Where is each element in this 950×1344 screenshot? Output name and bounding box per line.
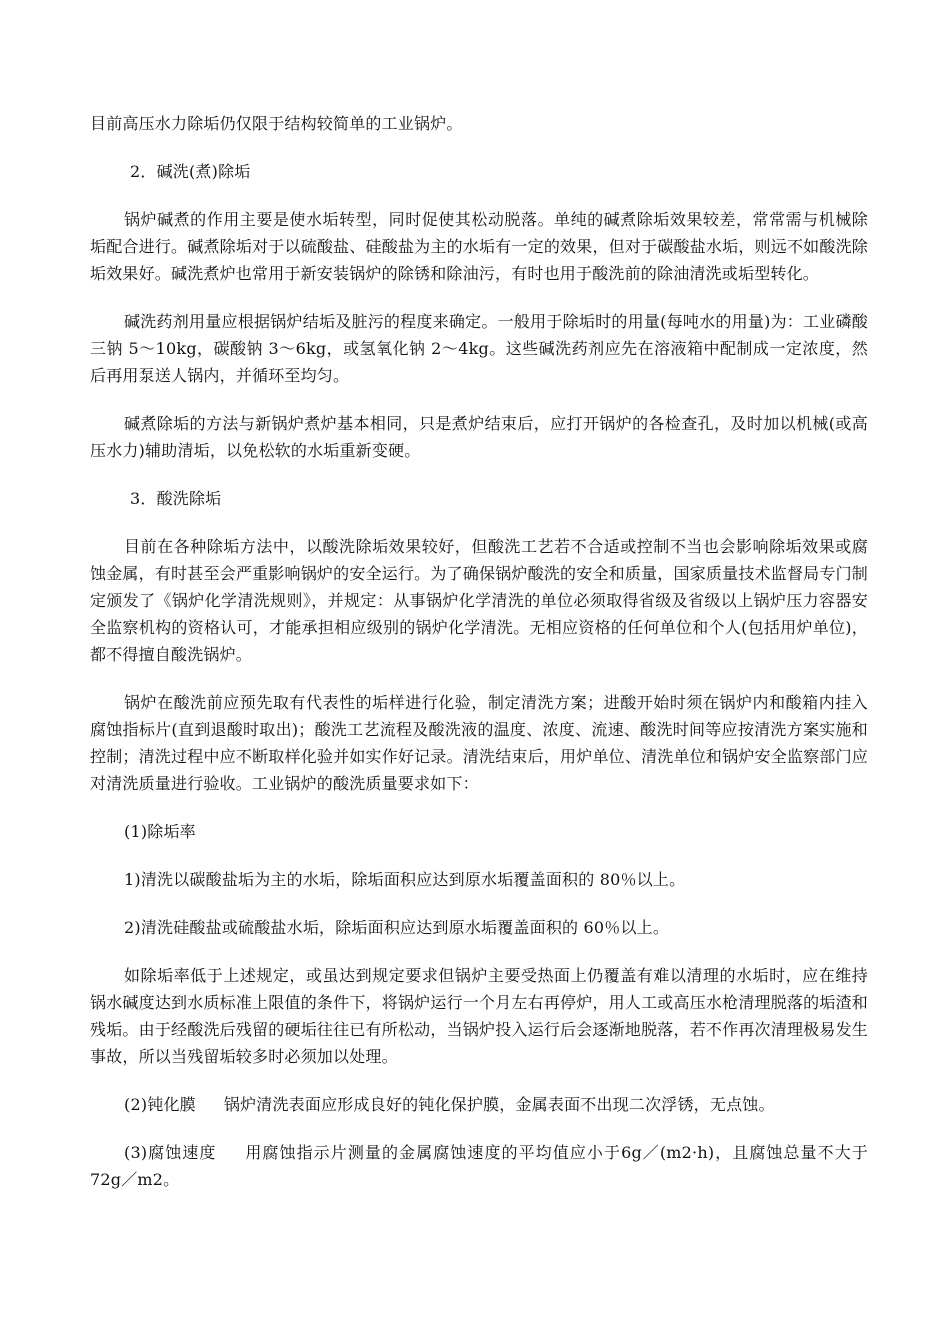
section-heading-acid: 3．酸洗除垢: [130, 489, 222, 508]
list-item: 1)清洗以碳酸盐垢为主的水垢，除垢面积应达到原水垢覆盖面积的 80％以上。: [124, 870, 686, 889]
paragraph: 碱洗药剂用量应根据锅炉结垢及脏污的程度来确定。一般用于除垢时的用量(每吨水的用量)为：工业磷酸三钠 5～10kg，碳酸钠 3～6kg，或氢氧化钠 2～4kg。这些碱洗药剂应先在溶液箱中配制成一定浓度，然后再用泵送人锅内，并循环至均匀。: [90, 312, 868, 385]
item-label: (3)腐蚀速度: [124, 1143, 217, 1162]
subheading-descaling-rate: (1)除垢率: [124, 822, 196, 841]
paragraph-corrosion-rate: [90, 1139, 868, 1193]
item-text: 用腐蚀指示片测量的金属腐蚀速度的平均值应小于6g／(m2·h)，且腐蚀总量不大于 72g／m2。: [90, 1143, 868, 1189]
paragraph: 目前在各种除垢方法中，以酸洗除垢效果较好，但酸洗工艺若不合适或控制不当也会影响除垢效果或腐蚀金属，有时甚至会严重影响锅炉的安全运行。为了确保锅炉酸洗的安全和质量，国家质量技术监督局专门制定颁发了《锅炉化学清洗规则》，并规定：从事锅炉化学清洗的单位必须取得省级及省级以上锅炉压力容器安全监察机构的资格认可，才能承担相应级别的锅炉化学清洗。无相应资格的任何单位和个人(包括用炉单位)，都不得擅自酸洗锅炉。: [90, 537, 868, 664]
document-body: [90, 110, 868, 1214]
section-heading-alkali: 2．碱洗(煮)除垢: [130, 162, 251, 181]
paragraph: 碱煮除垢的方法与新锅炉煮炉基本相同，只是煮炉结束后，应打开锅炉的各检查孔，及时加以机械(或高压水力)辅助清垢，以免松软的水垢重新变硬。: [90, 414, 868, 460]
paragraph-passivation: [90, 1091, 868, 1118]
paragraph: 锅炉碱煮的作用主要是使水垢转型，同时促使其松动脱落。单纯的碱煮除垢效果较差，常常需与机械除垢配合进行。碱煮除垢对于以硫酸盐、硅酸盐为主的水垢有一定的效果，但对于碳酸盐水垢，则远不如酸洗除垢效果好。碱洗煮炉也常用于新安装锅炉的除锈和除油污，有时也用于酸洗前的除油清洗或垢型转化。: [90, 210, 868, 283]
list-item: 2)清洗硅酸盐或硫酸盐水垢，除垢面积应达到原水垢覆盖面积的 60％以上。: [124, 918, 670, 937]
item-text: 锅炉清洗表面应形成良好的钝化保护膜，金属表面不出现二次浮锈，无点蚀。: [223, 1095, 775, 1114]
paragraph: 锅炉在酸洗前应预先取有代表性的垢样进行化验，制定清洗方案；进酸开始时须在锅炉内和酸箱内挂入腐蚀指标片(直到退酸时取出)；酸洗工艺流程及酸洗液的温度、浓度、流速、酸洗时间等应按清洗方案实施和控制；清洗过程中应不断取样化验并如实作好记录。清洗结束后，用炉单位、清洗单位和锅炉安全监察部门应对清洗质量进行验收。工业锅炉的酸洗质量要求如下：: [90, 693, 868, 793]
paragraph-intro: 目前高压水力除垢仍仅限于结构较简单的工业锅炉。: [90, 114, 463, 133]
paragraph: 如除垢率低于上述规定，或虽达到规定要求但锅炉主要受热面上仍覆盖有难以清理的水垢时，应在维持锅水碱度达到水质标准上限值的条件下，将锅炉运行一个月左右再停炉，用人工或高压水枪清理脱落的垢渣和残垢。由于经酸洗后残留的硬垢往往已有所松动，当锅炉投入运行后会逐渐地脱落，若不作再次清理极易发生事故，所以当残留垢较多时必须加以处理。: [90, 966, 868, 1066]
item-label: (2)钝化膜: [124, 1095, 196, 1114]
